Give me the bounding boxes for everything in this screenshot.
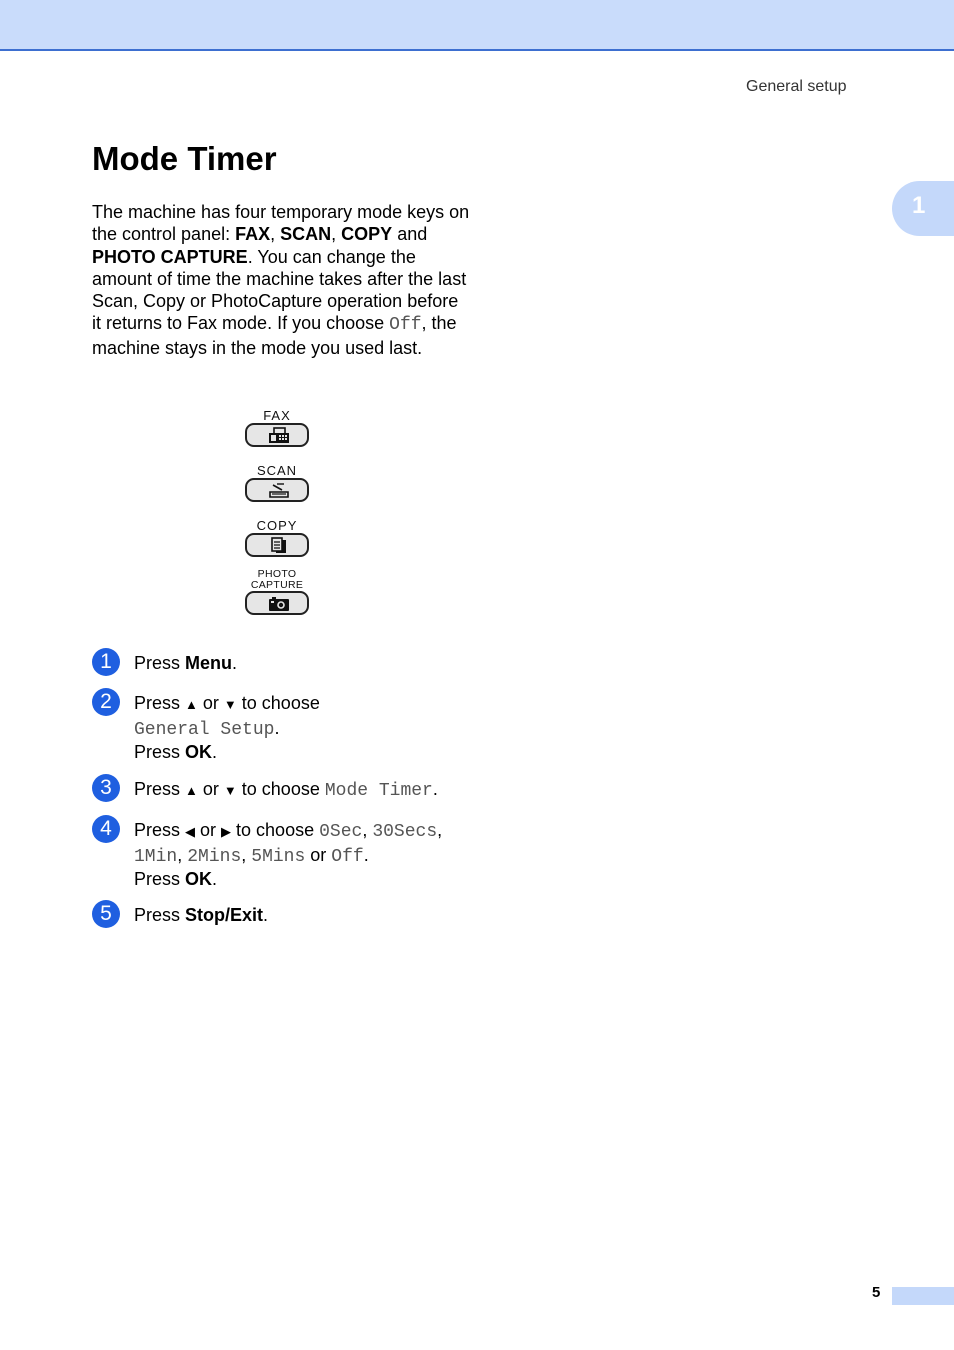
step-text-part: to choose — [236, 779, 325, 799]
left-arrow-icon: ◀ — [185, 824, 196, 839]
step-number-badge: 1 — [92, 648, 120, 676]
step-text-part: . — [263, 905, 269, 925]
step-text-part: or — [197, 779, 224, 799]
copy-key — [242, 518, 312, 557]
step-text-part: Press — [134, 905, 186, 925]
step-number-badge: 5 — [92, 900, 120, 928]
step-text-part: . — [363, 844, 369, 865]
step-number-badge: 2 — [92, 688, 120, 716]
step-text-part: . — [432, 779, 438, 799]
chapter-number: 1 — [912, 192, 926, 219]
intro-off: Off — [389, 315, 422, 336]
scan-icon — [267, 482, 291, 499]
intro-fax: FAX — [235, 224, 271, 245]
photo-capture-label-line1: PHOTO — [257, 568, 297, 580]
fax-key — [242, 408, 312, 447]
menu-option: 30Secs — [372, 822, 438, 842]
step-text-part: . — [232, 653, 238, 673]
photo-capture-key-button — [245, 591, 309, 615]
intro-paragraph — [92, 201, 472, 359]
step-text-part: or — [197, 693, 224, 713]
menu-option: General Setup — [134, 719, 275, 740]
step-text — [134, 904, 494, 927]
menu-option: Off — [331, 846, 364, 867]
intro-text-2: . You can change the amount of time the machine takes after the last Scan, Copy or PhotoCapture operation before it returns to Fax mode. If you choose — [92, 246, 467, 334]
intro-text-1: The machine has four temporary mode keys on the control panel: — [92, 202, 470, 245]
up-arrow-icon: ▲ — [185, 697, 198, 712]
step-text — [134, 692, 494, 764]
menu-option: 0Sec — [319, 822, 363, 842]
step-text-part: to choose — [231, 820, 320, 840]
step-text-part: to choose — [236, 693, 320, 713]
camera-icon — [267, 595, 291, 612]
footer-bar — [892, 1287, 954, 1305]
menu-option: 5Mins — [251, 846, 306, 867]
step-text-part: Press — [134, 869, 186, 889]
photo-capture-label-line2: CAPTURE — [250, 579, 304, 591]
scan-key-button — [245, 478, 309, 502]
fax-key-button — [245, 423, 309, 447]
step-text-part: Press — [134, 653, 186, 673]
photo-capture-key — [242, 569, 312, 615]
step-text-part: . — [212, 869, 218, 889]
step-text — [134, 652, 494, 675]
step-text-part: or — [305, 844, 332, 865]
menu-option: Mode Timer — [324, 781, 433, 801]
menu-key-name: Menu — [185, 653, 233, 673]
ok-key-name: OK — [185, 869, 213, 889]
intro-scan: SCAN — [280, 224, 332, 245]
running-header: General setup — [746, 78, 847, 95]
menu-option: 1Min — [134, 846, 178, 867]
page-number: 5 — [872, 1284, 881, 1301]
step-text-part: Press — [134, 693, 186, 713]
copy-icon — [267, 537, 291, 554]
step-text-part: , — [177, 844, 188, 865]
ok-key-name: OK — [185, 742, 213, 762]
menu-option: 2Mins — [187, 846, 242, 867]
scan-key — [242, 463, 312, 502]
right-arrow-icon: ▶ — [221, 824, 232, 839]
step-number-badge: 4 — [92, 815, 120, 843]
step-text-part: Press — [134, 779, 186, 799]
intro-photo-capture: PHOTO CAPTURE — [92, 246, 248, 267]
step-text-part: , — [437, 820, 443, 840]
step-text — [134, 778, 494, 803]
step-text-part: or — [195, 820, 222, 840]
copy-key-label: COPY — [256, 518, 298, 533]
page-title: Mode Timer — [92, 140, 277, 177]
scan-key-label: SCAN — [256, 463, 298, 478]
step-number-badge: 3 — [92, 774, 120, 802]
copy-key-button — [245, 533, 309, 557]
intro-and: and — [392, 224, 428, 245]
step-text — [134, 819, 494, 891]
intro-copy: COPY — [341, 224, 393, 245]
stop-exit-key-name: Stop/Exit — [185, 905, 264, 925]
intro-sep: , — [270, 224, 281, 245]
down-arrow-icon: ▼ — [223, 783, 237, 798]
fax-icon — [267, 427, 291, 444]
fax-key-label: FAX — [263, 408, 291, 423]
intro-sep: , — [331, 224, 342, 245]
down-arrow-icon: ▼ — [223, 697, 237, 712]
step-text-part: , — [241, 844, 252, 865]
chapter-tab — [892, 181, 954, 236]
photo-capture-key-label — [242, 569, 312, 591]
step-text-part: , — [362, 820, 373, 840]
step-text-part: Press — [134, 820, 186, 840]
top-band — [0, 0, 954, 51]
step-text-part: Press — [134, 742, 186, 762]
up-arrow-icon: ▲ — [185, 783, 198, 798]
intro-text-3: , the machine stays in the mode you used last. — [92, 313, 457, 358]
step-text-part: . — [212, 742, 218, 762]
step-text-part: . — [274, 717, 280, 738]
